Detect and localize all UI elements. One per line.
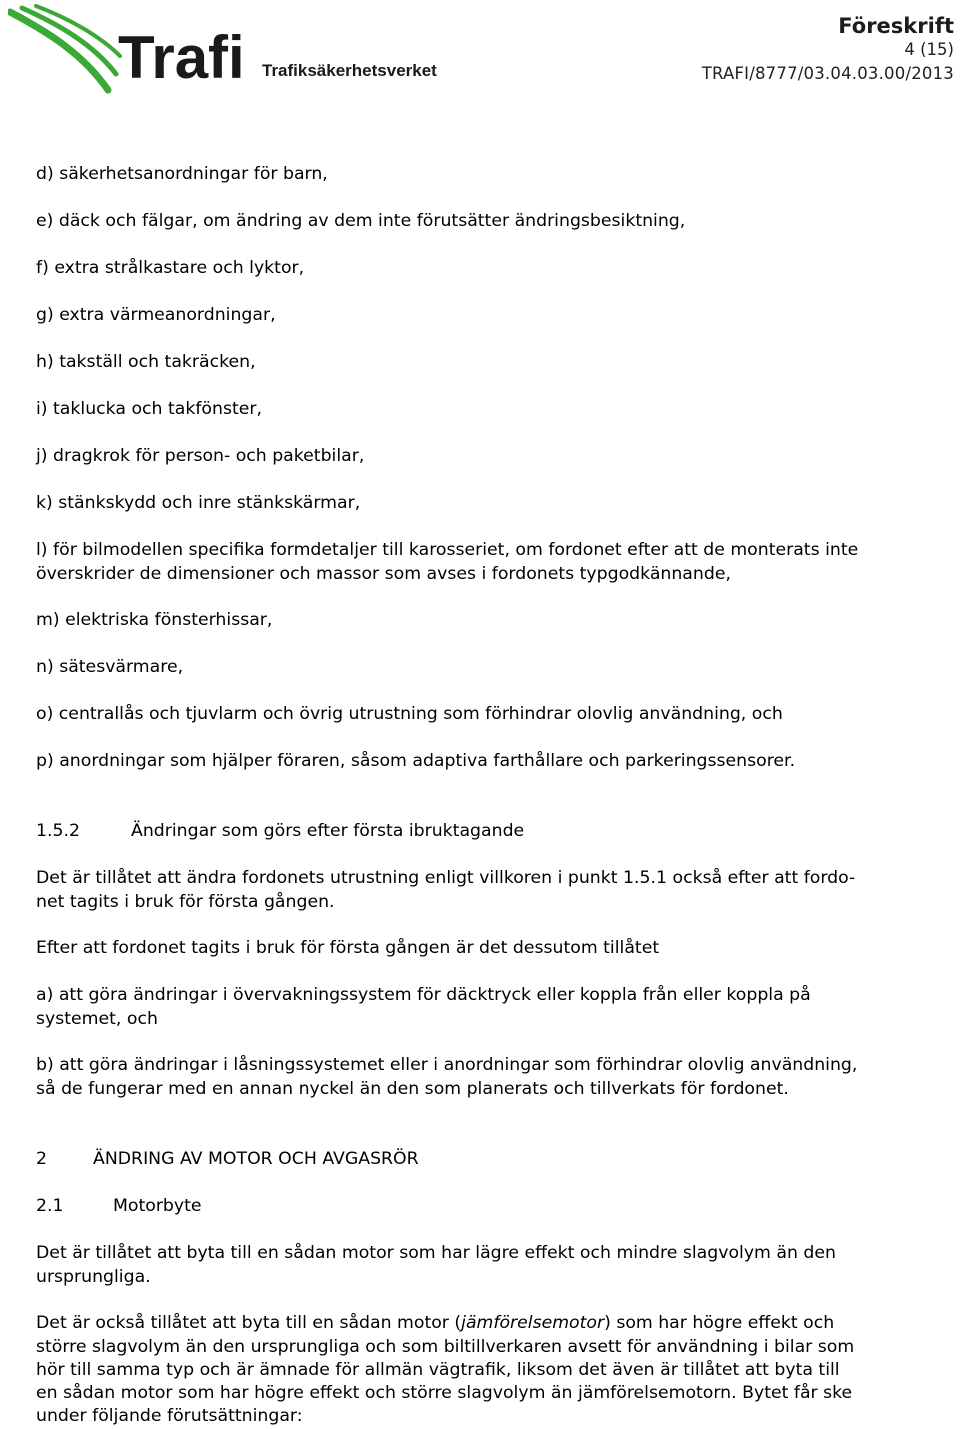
paragraph-continued: net tagits i bruk för första gången.: [36, 892, 335, 912]
logo-subtitle: Trafiksäkerhetsverket: [262, 61, 437, 80]
list-item-continued: överskrider de dimensioner och massor som avses i fordonets typgodkännande,: [36, 564, 731, 584]
list-item: d) säkerhetsanordningar för barn,: [36, 164, 328, 184]
paragraph-continued: hör till samma typ och är ämnade för allmän vägtrafik, liksom det även är tillåtet att byta till: [36, 1360, 840, 1380]
italic-term: jämförelsemotor: [461, 1313, 605, 1333]
section-title: Ändringar som görs efter första ibruktagande: [131, 821, 525, 841]
reference-number: TRAFI/8777/03.04.03.00/2013: [701, 64, 954, 83]
logo-wordmark: Trafi: [118, 24, 245, 91]
section-number: 2.1: [36, 1196, 64, 1216]
list-item: m) elektriska fönsterhissar,: [36, 610, 273, 630]
paragraph: [36, 1311, 960, 1335]
paragraph: Det är tillåtet att byta till en sådan motor som har lägre effekt och mindre slagvolym än den: [36, 1243, 836, 1263]
list-item: l) för bilmodellen specifika formdetaljer till karosseriet, om fordonet efter att de monterats inte: [36, 540, 859, 560]
list-item-continued: systemet, och: [36, 1009, 158, 1029]
list-item-continued: så de fungerar med en annan nyckel än den som planerats och tillverkats för fordonet.: [36, 1079, 789, 1099]
swoosh-icon: [10, 6, 120, 90]
page-number: 4 (15): [904, 40, 954, 59]
paragraph-continued: under följande förutsättningar:: [36, 1406, 303, 1426]
list-item: n) sätesvärmare,: [36, 657, 184, 677]
paragraph-continued: ursprungliga.: [36, 1267, 151, 1287]
section-heading-2: [36, 1147, 960, 1171]
paragraph: Det är tillåtet att ändra fordonets utrustning enligt villkoren i punkt 1.5.1 också efter att fordo-: [36, 868, 856, 888]
trafi-logo: [8, 4, 438, 96]
list-item: f) extra strålkastare och lyktor,: [36, 258, 305, 278]
text-run: Det är också tillåtet att byta till en sådan motor (: [36, 1313, 462, 1333]
list-item: e) däck och fälgar, om ändring av dem inte förutsätter ändringsbesiktning,: [36, 211, 686, 231]
list-item: p) anordningar som hjälper föraren, såsom adaptiva farthållare och parkeringssensorer.: [36, 751, 796, 771]
section-title: Motorbyte: [113, 1196, 202, 1216]
list-item: k) stänkskydd och inre stänkskärmar,: [36, 493, 361, 513]
list-item: j) dragkrok för person- och paketbilar,: [36, 446, 365, 466]
section-title: ÄNDRING AV MOTOR OCH AVGASRÖR: [93, 1149, 419, 1169]
section-number: 1.5.2: [36, 821, 80, 841]
paragraph-continued: större slagvolym än den ursprungliga och som biltillverkaren avsett för användning i bilar som: [36, 1337, 855, 1357]
list-item: o) centrallås och tjuvlarm och övrig utrustning som förhindrar olovlig användning, och: [36, 704, 783, 724]
list-item: h) takställ och takräcken,: [36, 352, 256, 372]
list-item: g) extra värmeanordningar,: [36, 305, 276, 325]
section-number: 2: [36, 1149, 47, 1169]
list-item: a) att göra ändringar i övervakningssystem för däcktryck eller koppla från eller koppla på: [36, 985, 811, 1005]
paragraph-continued: en sådan motor som har högre effekt och större slagvolym än jämförelsemotorn. Bytet får ske: [36, 1383, 853, 1403]
document-type: Föreskrift: [838, 14, 954, 38]
paragraph: Efter att fordonet tagits i bruk för första gången är det dessutom tillåtet: [36, 938, 660, 958]
list-item: b) att göra ändringar i låsningssystemet eller i anordningar som förhindrar olovlig användning,: [36, 1055, 858, 1075]
section-heading-2-1: [36, 1194, 960, 1218]
text-run: ) som har högre effekt och: [604, 1313, 835, 1333]
section-heading-1-5-2: [36, 819, 960, 843]
list-item: i) taklucka och takfönster,: [36, 399, 262, 419]
